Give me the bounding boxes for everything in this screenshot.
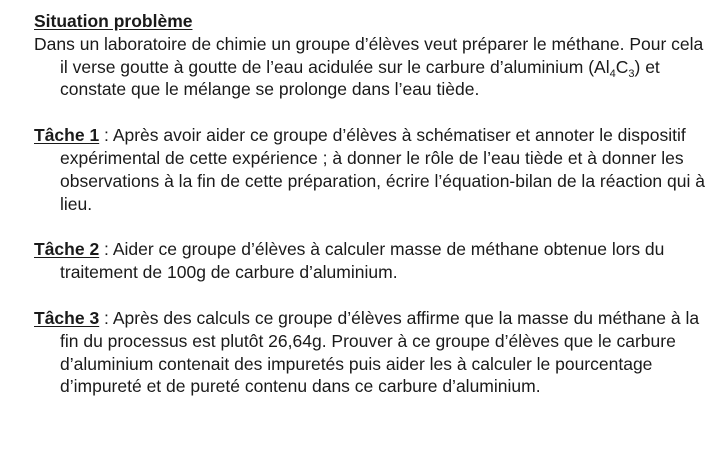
spacer — [34, 215, 710, 238]
formula-carbon: C — [615, 56, 629, 77]
task-1-separator: : — [99, 125, 113, 146]
document-title: Situation problème — [34, 11, 193, 31]
task-1-text: Après avoir aider ce groupe d’élèves à schématiser et annoter le dispositif expérimental de cette expérience ; à donner le rôle de l’eau tiède et à donner les observations à la fin de cette préparation, écrire l’équation-bilan de la réaction qui à lieu. — [60, 125, 705, 214]
intro-text-after: ) et constate que le mélange se prolonge dans l’eau tiède. — [60, 56, 660, 100]
document-body — [34, 10, 710, 398]
task-1-label: Tâche 1 — [34, 125, 100, 146]
task-3-separator: : — [99, 307, 113, 328]
task-2-separator: : — [99, 239, 113, 260]
task-3-text: Après des calculs ce groupe d’élèves affirme que la masse du méthane à la fin du processus est plutôt 26,64g. Prouver à ce groupe d’élèves que le carbure d’aluminium contenait des impuretés puis aider les à calculer le pourcentage d’impureté et de pureté contenu dans ce carbure d’aluminium. — [60, 307, 700, 397]
task-1-paragraph — [34, 124, 710, 215]
spacer — [34, 284, 710, 307]
formula-subscript-3: 3 — [628, 67, 635, 80]
spacer — [34, 101, 710, 124]
task-3-paragraph — [34, 307, 710, 398]
intro-text-before: Dans un laboratoire de chimie un groupe d’élèves veut préparer le méthane. Pour cela il verse goutte à goutte de l’eau acidulée sur le carbure d’aluminium (Al — [34, 33, 704, 77]
task-3-label: Tâche 3 — [34, 307, 100, 328]
intro-paragraph — [34, 33, 710, 101]
formula-subscript-4: 4 — [609, 67, 616, 80]
task-2-paragraph — [34, 238, 710, 284]
task-2-text: Aider ce groupe d’élèves à calculer masse de méthane obtenue lors du traitement de 100g de carbure d’aluminium. — [60, 239, 665, 283]
task-2-label: Tâche 2 — [34, 239, 100, 260]
